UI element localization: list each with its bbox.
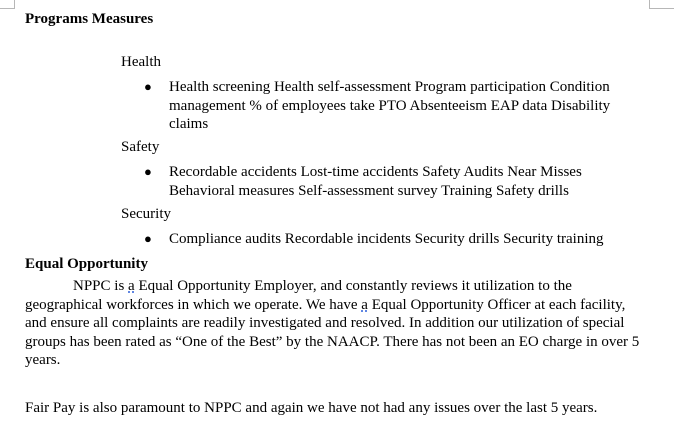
fair-pay-paragraph: Fair Pay is also paramount to NPPC and again we have not had any issues over the last 5 years. [25,400,598,416]
grammar-flagged-word: a [128,278,135,294]
bullet-text: Health screening Health self-assessment Program participation Condition management % of employees take PTO Absenteeism EAP data Disability claims [169,79,611,132]
section-heading-health: Health [121,54,161,70]
bullet-item-health [144,78,644,134]
paragraph-text: Equal Opportunity Employer, and constantly reviews it utilization to the geographical workforces in which we operate. We have [25,278,572,313]
section-heading-safety: Safety [121,139,160,155]
paragraph-text: Equal Opportunity Officer at each facility, and ensure all complaints are readily investigated and resolved. In addition our utilization of special groups has been rated as “One of the Best” by the NAACP. There has not been an EO charge in over 5 years. [25,296,640,368]
bullet-item-security [144,230,644,249]
bullet-icon: ● [144,79,152,94]
grammar-flagged-word: a [361,296,368,313]
bullet-text: Compliance audits Recordable incidents Security drills Security training [169,231,604,247]
bullet-icon: ● [144,164,152,179]
equal-opportunity-paragraph [25,277,643,370]
bullet-icon: ● [144,231,152,246]
bullet-text: Recordable accidents Lost-time accidents Safety Audits Near Misses Behavioral measures Self-assessment survey Training Safety drills [169,164,582,199]
bullet-item-safety [144,163,644,200]
section-heading-security: Security [121,206,171,222]
page-corner-marker [0,0,15,9]
paragraph-text: NPPC is [73,278,129,294]
page-title: Programs Measures [25,11,154,27]
equal-opportunity-heading: Equal Opportunity [25,256,148,272]
page-corner-marker [649,0,674,9]
